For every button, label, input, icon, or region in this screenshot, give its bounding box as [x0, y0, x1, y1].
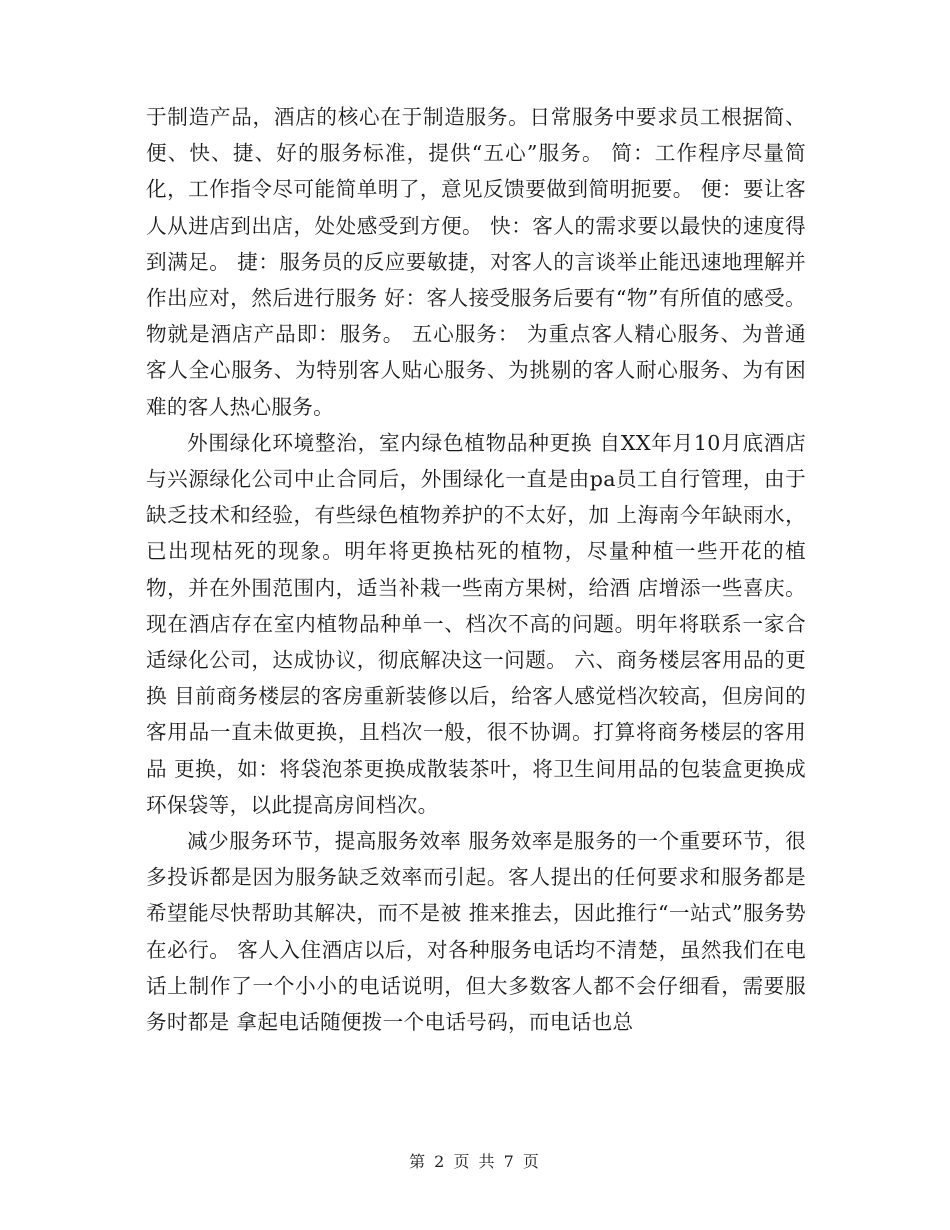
page-number-footer: 第 2 页 共 7 页	[409, 1152, 541, 1171]
document-body	[146, 99, 806, 1040]
paragraph-greening-and-supplies: 外围绿化环境整治，室内绿色植物品种更换 自XX年月10月底酒店与兴源绿化公司中止合同后，外围绿化一直是由pa员工自行管理，由于缺乏技术和经验，有些绿色植物养护的不太好，加 上海南今年缺雨水，已出现枯死的现象。明年将更换枯死的植物，尽量种植一些开花的植物，并在外围范围内，适当补栽一些南方果树，给酒 店增添一些喜庆。 现在酒店存在室内植物品种单一、档次不高的问题。明年将联系一家合适绿化公司，达成协议，彻底解决这一问题。 六、商务楼层客用品的更换 目前商务楼层的客房重新装修以后，给客人感觉档次较高，但房间的客用品一直未做更换，且档次一般，很不协调。打算将商务楼层的客用品 更换，如：将袋泡茶更换成散装茶叶，将卫生间用品的包装盒更换成环保袋等，以此提高房间档次。	[146, 430, 806, 817]
paragraph-service-standards: 于制造产品，酒店的核心在于制造服务。日常服务中要求员工根据简、便、快、捷、好的服务标准，提供“五心”服务。 简：工作程序尽量简化，工作指令尽可能简单明了，意见反馈要做到简明扼要。 便：要让客人从进店到出店，处处感受到方便。 快：客人的需求要以最快的速度得到满足。 捷：服务员的反应要敏捷，对客人的言谈举止能迅速地理解并作出应对，然后进行服务 好：客人接受服务后要有“物”有所值的感受。物就是酒店产品即：服务。 五心服务： 为重点客人精心服务、为普通客人全心服务、为特别客人贴心服务、为挑剔的客人耐心服务、为有困难的客人热心服务。	[146, 105, 806, 419]
paragraph-service-efficiency: 减少服务环节，提高服务效率 服务效率是服务的一个重要环节，很多投诉都是因为服务缺乏效率而引起。客人提出的任何要求和服务都是希望能尽快帮助其解决，而不是被 推来推去，因此推行“一站式”服务势在必行。 客人入住酒店以后，对各种服务电话均不清楚，虽然我们在电话上制作了一个小小的电话说明，但大多数客人都不会仔细看，需要服务时都是 拿起电话随便拨一个电话号码，而电话也总	[146, 829, 806, 1035]
